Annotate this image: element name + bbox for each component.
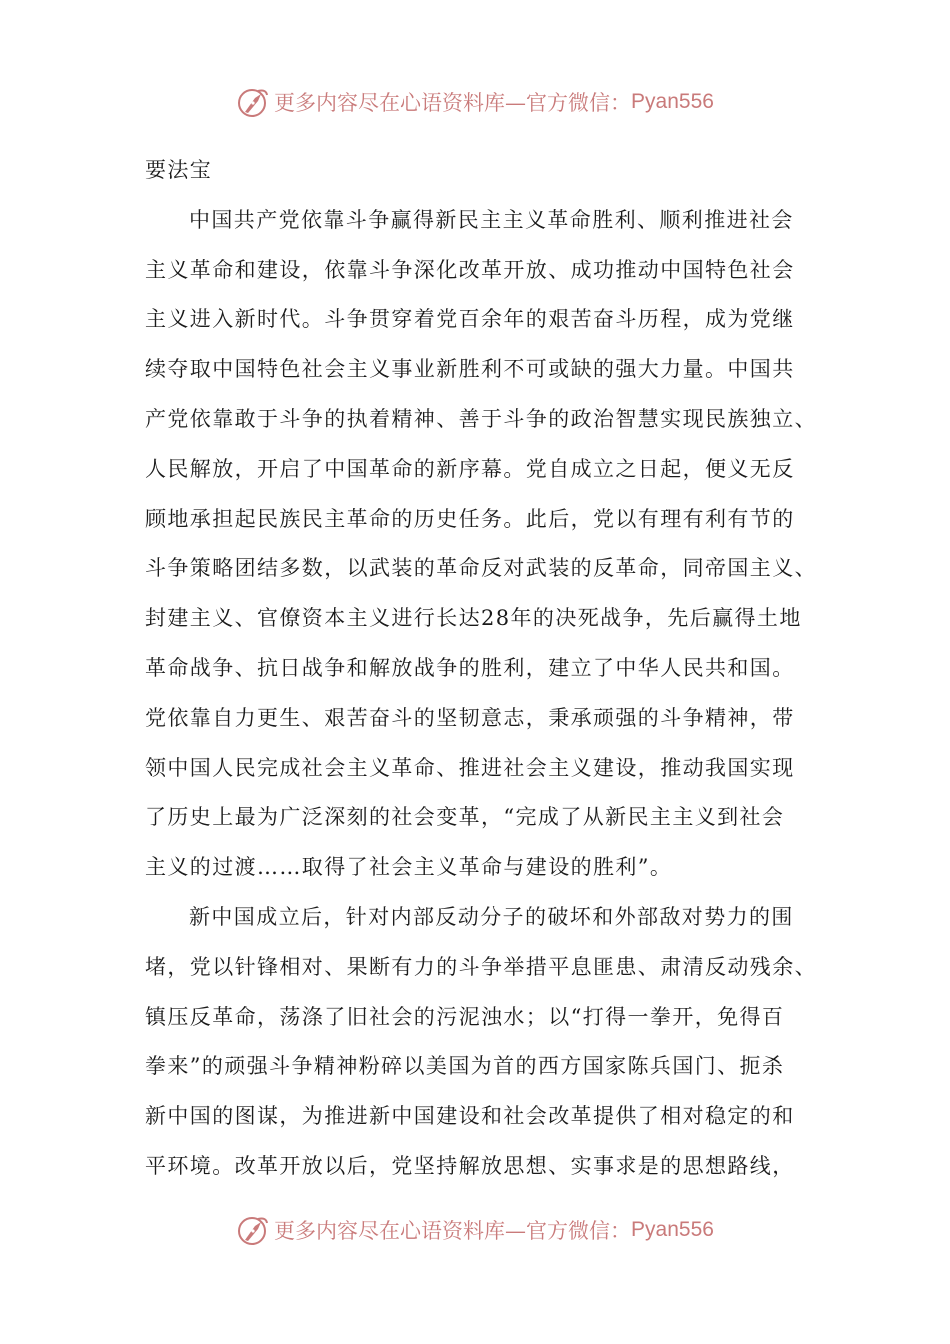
text-line: 党依靠自力更生、艰苦奋斗的坚韧意志，秉承顽强的斗争精神，带 bbox=[145, 705, 795, 730]
footer-banner-text: 更多内容尽在心语资料库—官方微信： bbox=[274, 1219, 632, 1243]
text-line: 斗争策略团结多数，以武装的革命反对武装的反革命，同帝国主义、 bbox=[145, 556, 817, 581]
footer-banner-account: Pyan556 bbox=[631, 1218, 714, 1241]
text-line: 堵，党以针锋相对、果断有力的斗争举措平息匪患、肃清反动残余、 bbox=[145, 954, 817, 979]
text-line: 新中国的图谋，为推进新中国建设和社会改革提供了相对稳定的和 bbox=[145, 1104, 795, 1129]
text-line: 续夺取中国特色社会主义事业新胜利不可或缺的强大力量。中国共 bbox=[145, 357, 795, 382]
text-line: 领中国人民完成社会主义革命、推进社会主义建设，推动我国实现 bbox=[145, 755, 795, 780]
header-banner-text: 更多内容尽在心语资料库—官方微信： bbox=[274, 91, 632, 115]
text-line: 顾地承担起民族民主革命的历史任务。此后，党以有理有利有节的 bbox=[145, 506, 795, 531]
text-line: 产党依靠敢于斗争的执着精神、善于斗争的政治智慧实现民族独立、 bbox=[145, 406, 817, 431]
text-line: 镇压反革命，荡涤了旧社会的污泥浊水；以“打得一拳开，免得百 bbox=[145, 1004, 785, 1029]
text-line: 革命战争、抗日战争和解放战争的胜利，建立了中华人民共和国。 bbox=[145, 655, 795, 680]
document-body bbox=[145, 150, 817, 1196]
pen-nib-logo-icon bbox=[236, 85, 270, 119]
text-line: 封建主义、官僚资本主义进行长达28年的决死战争，先后赢得土地 bbox=[145, 606, 802, 631]
text-line: 新中国成立后，针对内部反动分子的破坏和外部敌对势力的围 bbox=[189, 904, 794, 929]
text-line: 中国共产党依靠斗争赢得新民主主义革命胜利、顺利推进社会 bbox=[189, 207, 794, 232]
text-line: 人民解放，开启了中国革命的新序幕。党自成立之日起，便义无反 bbox=[145, 456, 795, 481]
text-line: 主义的过渡……取得了社会主义革命与建设的胜利”。 bbox=[145, 855, 673, 880]
header-banner-account: Pyan556 bbox=[631, 90, 714, 113]
pen-nib-logo-icon bbox=[236, 1213, 270, 1247]
text-line: 平环境。改革开放以后，党坚持解放思想、实事求是的思想路线， bbox=[145, 1153, 795, 1178]
text-line: 要法宝 bbox=[145, 158, 213, 182]
text-line: 了历史上最为广泛深刻的社会变革，“完成了从新民主主义到社会 bbox=[145, 805, 785, 830]
text-line: 拳来”的顽强斗争精神粉碎以美国为首的西方国家陈兵国门、扼杀 bbox=[145, 1054, 785, 1079]
text-line: 主义进入新时代。斗争贯穿着党百余年的艰苦奋斗历程，成为党继 bbox=[145, 307, 795, 332]
footer-banner bbox=[0, 1210, 950, 1250]
header-banner bbox=[0, 82, 950, 122]
text-line: 主义革命和建设，依靠斗争深化改革开放、成功推动中国特色社会 bbox=[145, 257, 795, 282]
